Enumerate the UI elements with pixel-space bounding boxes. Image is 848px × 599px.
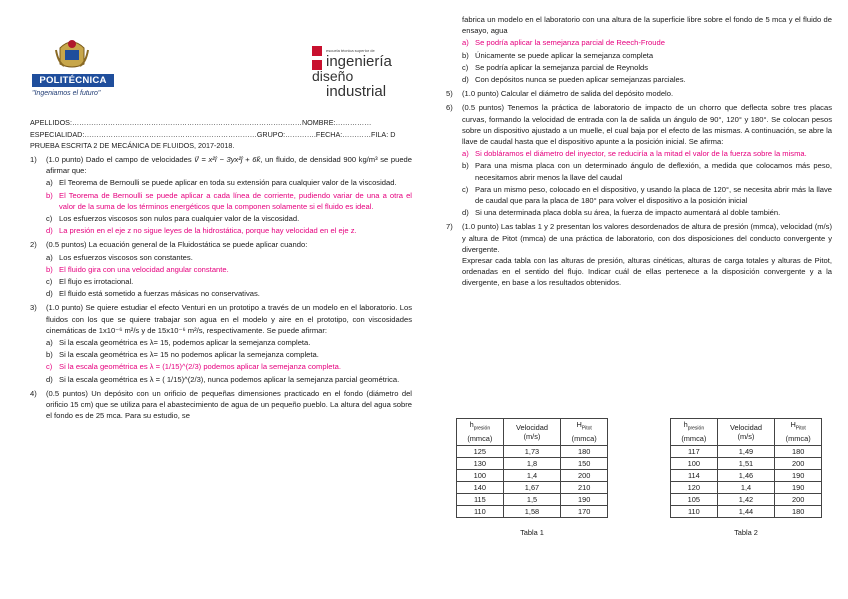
question-number: 5) xyxy=(446,89,453,99)
table-row xyxy=(671,506,822,518)
question-4 xyxy=(30,388,412,422)
table-row xyxy=(671,470,822,482)
option-b[interactable]: b) El Teorema de Bernoulli se puede aplicar a cada línea de corriente, pudiendo variar de una a otra el valor de la suma de los términos energéticos que la componen solamente si el fluido es ideal. xyxy=(46,190,412,211)
option-d[interactable]: d) Con depósitos nunca se pueden aplicar semejanzas parciales. xyxy=(462,75,686,85)
table-cell: 200 xyxy=(775,494,822,506)
table-cell: 180 xyxy=(775,506,822,518)
question-number: 4) xyxy=(30,388,37,398)
table-cell: 100 xyxy=(457,470,504,482)
table-cell: 1,4 xyxy=(717,482,775,494)
header-surname-name: APELLIDOS:……………………………………………………………………………………NOMBRE:…………… xyxy=(30,118,372,127)
crest-icon xyxy=(52,34,92,70)
col-header-pitot: $H_{Pitot}$ (mmca) xyxy=(775,419,822,446)
option-b[interactable]: b) El fluido gira con una velocidad angular constante. xyxy=(46,264,229,274)
question-number: 3) xyxy=(30,303,37,313)
velocity-formula: v⃗ = x²î − 3yx²ĵ + 6k̂ xyxy=(194,155,261,164)
col-header-pitot: $H_{Pitot}$ (mmca) xyxy=(561,419,608,446)
table-cell: 100 xyxy=(671,458,718,470)
table-cell: 110 xyxy=(457,506,504,518)
school-line3: industrial xyxy=(326,83,387,100)
table-row xyxy=(457,482,608,494)
header-exam-title: PRUEBA ESCRITA 2 DE MECÁNICA DE FLUIDOS, 2017-2018. xyxy=(30,141,235,150)
table-row xyxy=(457,446,608,458)
table-cell: 200 xyxy=(775,458,822,470)
table-row xyxy=(671,446,822,458)
table-cell: 190 xyxy=(561,494,608,506)
table-2 xyxy=(670,418,822,518)
question-stem-end: , un fluido, de densidad 900 kg/m³ se puede afirmar que: xyxy=(46,155,413,176)
table-cell: 1,51 xyxy=(717,458,775,470)
left-column xyxy=(30,154,412,424)
option-a[interactable]: a) El Teorema de Bernoulli se puede aplicar en toda su extensión para cualquier valor de la viscosidad. xyxy=(46,178,397,188)
table-cell: 130 xyxy=(457,458,504,470)
option-a[interactable]: a) Los esfuerzos viscosos son constantes. xyxy=(46,252,193,262)
table-cell: 115 xyxy=(457,494,504,506)
col-header-velocity: Velocidad (m/s) xyxy=(503,419,561,446)
option-c[interactable]: c) Si la escala geométrica es λ = (1/15)^(2/3) podemos aplicar la semejanza completa. xyxy=(46,362,341,372)
question-stem: (0.5 puntos) Tenemos la práctica de laboratorio de impacto de un chorro que deflecta sobre tres placas curvas, formando la velocidad de entrada con la de salida un ángulo de 90°, 120° y 180°. Se colocan pesos sobre un dispositivo ajustado a un muelle, el cual baja por el efecto de las mismas. A continuación, se abre la llave de caudal hasta que el dispositivo apunte a la posición inicial. Se afirma: xyxy=(462,103,832,147)
question-number: 7) xyxy=(446,222,453,232)
table-cell: 1,44 xyxy=(717,506,775,518)
school-small-text: escuela técnica superior de xyxy=(326,48,375,53)
table-cell: 117 xyxy=(671,446,718,458)
col-header-velocity: Velocidad (m/s) xyxy=(717,419,775,446)
table-cell: 200 xyxy=(561,470,608,482)
option-d[interactable]: d) El fluido está sometido a fuerzas másicas no conservativas. xyxy=(46,289,260,299)
table-row xyxy=(671,458,822,470)
question-4-continuation: fabrica un modelo en el laboratorio con una altura de la superficie libre sobre el fondo de 5 mca y el fluido de ensayo, agua xyxy=(462,15,832,36)
table-cell: 210 xyxy=(561,482,608,494)
table-header-row xyxy=(457,419,608,446)
option-c[interactable]: c) Se podría aplicar la semejanza parcial de Reynolds xyxy=(462,62,649,72)
school-logo xyxy=(306,44,418,100)
question-stem: (0.5 puntos) Un depósito con un orificio de pequeñas dimensiones practicado en el fondo (diámetro del orificio 15 cm) que se utiliza para el abastecimiento de agua de un pequeño pueblo. La altura del agua sobre el fondo es de 25 mca. Para su estudio, se xyxy=(46,388,412,421)
col-header-pressure: $h_{presión}$ (mmca) xyxy=(671,419,718,446)
option-c[interactable]: c) Los esfuerzos viscosos son nulos para cualquier valor de la viscosidad. xyxy=(46,214,300,224)
option-c[interactable]: c) El flujo es irrotacional. xyxy=(46,277,134,287)
table-2-caption: Tabla 2 xyxy=(734,528,758,537)
table-cell: 1,46 xyxy=(717,470,775,482)
table-row xyxy=(457,458,608,470)
question-stem: (1.0 punto) Se quiere estudiar el efecto Venturi en un prototipo a través de un modelo en el laboratorio. Los fluidos con los que se quiere trabajar son agua en el modelo y aire en el prototipo, con viscosidades cinemáticas de 1x10⁻⁶ m²/s y de 15x10⁻⁶ m²/s, respectivamente. Se puede afirmar: xyxy=(46,303,412,335)
question-stem: (1.0 punto) Dado el campo de velocidades xyxy=(46,155,195,164)
table-cell: 125 xyxy=(457,446,504,458)
table-cell: 1,67 xyxy=(503,482,561,494)
table-row xyxy=(457,494,608,506)
table-cell: 120 xyxy=(671,482,718,494)
table-cell: 180 xyxy=(775,446,822,458)
table-cell: 1,5 xyxy=(503,494,561,506)
table-cell: 110 xyxy=(671,506,718,518)
table-cell: 1,58 xyxy=(503,506,561,518)
school-line1: ingeniería xyxy=(326,53,392,70)
col-header-pressure: $h_{presión}$ (mmca) xyxy=(457,419,504,446)
option-a[interactable]: a) Se podría aplicar la semejanza parcial de Reech-Froude xyxy=(462,38,665,48)
option-a[interactable]: a) Si la escala geométrica es λ= 15, podemos aplicar la semejanza completa. xyxy=(46,338,311,348)
table-cell: 1,49 xyxy=(717,446,775,458)
option-d[interactable]: d) Si la escala geométrica es λ = ( 1/15)^(2/3), nunca podemos aplicar la semejanza parcial geométrica. xyxy=(46,374,400,384)
question-stem: (0.5 puntos) La ecuación general de la Fluidostática se puede aplicar cuando: xyxy=(46,240,308,250)
table-row xyxy=(671,494,822,506)
question-stem: (1.0 punto) Las tablas 1 y 2 presentan los valores desordenados de altura de presión (mmca), velocidad (m/s) y altura de Pitot (mmca) de una práctica de laboratorio, con dos disposiciones del conducto convergente y divergente. xyxy=(462,222,832,254)
table-row xyxy=(457,470,608,482)
table-cell: 150 xyxy=(561,458,608,470)
option-d[interactable]: d) La presión en el eje z no sigue leyes de la hidrostática, porque hay velocidad en el eje z. xyxy=(46,226,357,236)
option-a[interactable]: a) Si dobláramos el diámetro del inyector, se reduciría a la mitad el valor de la fuerza sobre la misma. xyxy=(462,149,807,159)
question-number: 6) xyxy=(446,103,453,113)
table-cell: 1,42 xyxy=(717,494,775,506)
question-number: 1) xyxy=(30,155,37,164)
option-b[interactable]: b) Únicamente se puede aplicar la semejanza completa xyxy=(462,50,654,60)
table-cell: 114 xyxy=(671,470,718,482)
question-2 xyxy=(30,239,412,299)
table-row xyxy=(457,506,608,518)
table-cell: 190 xyxy=(775,482,822,494)
table-cell: 190 xyxy=(775,470,822,482)
table-cell: 140 xyxy=(457,482,504,494)
question-number: 2) xyxy=(30,240,37,250)
option-c[interactable]: c) Para un mismo peso, colocado en el dispositivo, y usando la placa de 120°, se necesita abrir más la llave de caudal que para la placa de 180° para volver el dispositivo a la posición inicial xyxy=(462,184,832,206)
table-cell: 170 xyxy=(561,506,608,518)
table-cell: 1,73 xyxy=(503,446,561,458)
table-1-caption: Tabla 1 xyxy=(520,528,544,537)
table-header-row xyxy=(671,419,822,446)
option-b[interactable]: b) Si la escala geométrica es λ= 15 no podemos aplicar la semejanza completa. xyxy=(46,350,319,360)
table-row xyxy=(671,482,822,494)
question-5 xyxy=(446,88,832,99)
question-1 xyxy=(30,154,412,236)
question-stem: (1.0 punto) Calcular el diámetro de salida del depósito modelo. xyxy=(462,89,674,99)
school-line2: diseño xyxy=(312,68,354,84)
university-name: POLITÉCNICA xyxy=(32,74,114,87)
header-specialty-group: ESPECIALIDAD:………………………………………………………………GRUPO:………….FECHA:…………FILA: D xyxy=(30,130,396,139)
table-1 xyxy=(456,418,608,518)
table-cell: 180 xyxy=(561,446,608,458)
university-slogan: "Ingeniamos el futuro" xyxy=(32,90,101,97)
tables-area xyxy=(456,418,828,548)
upm-logo xyxy=(30,34,116,108)
question-6 xyxy=(446,102,832,218)
right-column xyxy=(446,14,832,292)
table-cell: 1,4 xyxy=(503,470,561,482)
table-cell: 1,8 xyxy=(503,458,561,470)
question-7 xyxy=(446,221,832,288)
question-3 xyxy=(30,302,412,384)
table-cell: 105 xyxy=(671,494,718,506)
option-d[interactable]: d) Si una determinada placa dobla su área, la fuerza de impacto aumentará al doble también. xyxy=(462,208,781,218)
option-b[interactable]: b) Para una misma placa con un determinado ángulo de deflexión, a medida que colocamos más peso, necesitamos abrir menos la llave del caudal xyxy=(462,161,832,182)
question-7-instructions: Expresar cada tabla con las alturas de presión, alturas cinéticas, alturas de carga totales y alturas de Pitot, ordenadas en el sentido del flujo. Indicar cuál de ellas pertenece a la disposición convergente y a la divergente, en base a los resultados obtenidos. xyxy=(462,256,832,288)
